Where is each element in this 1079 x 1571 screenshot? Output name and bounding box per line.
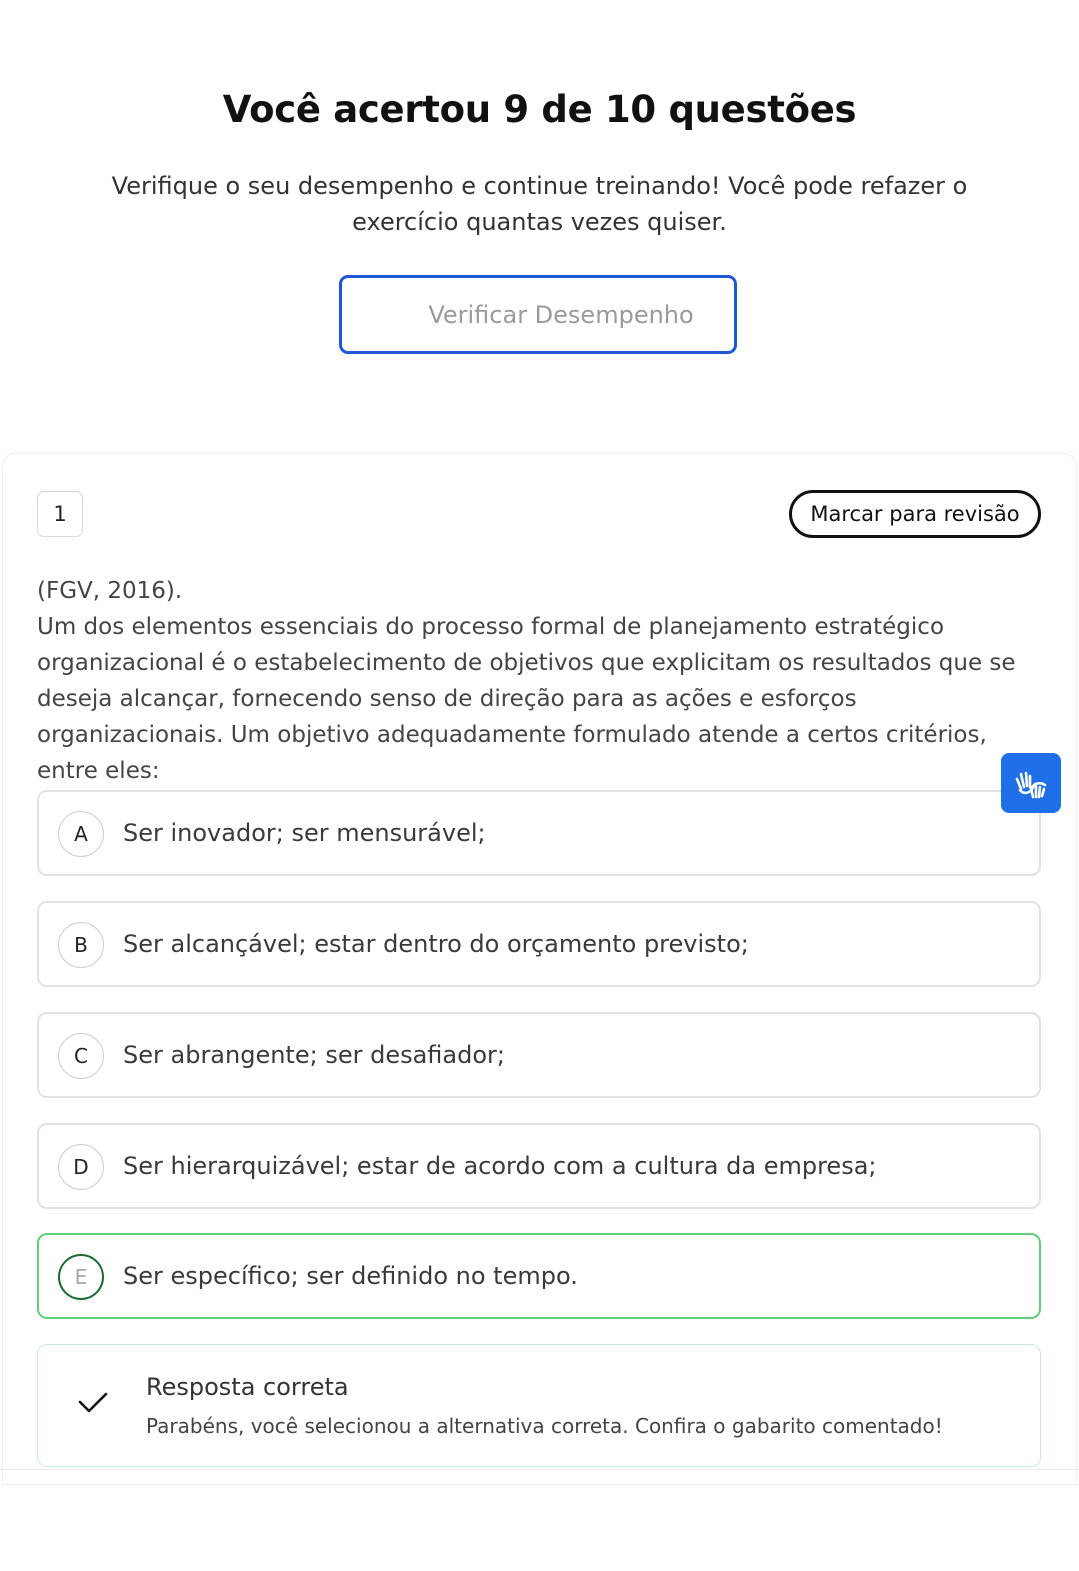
option-a[interactable] [37, 790, 1041, 876]
option-text: Ser inovador; ser mensurável; [123, 819, 486, 847]
libras-accessibility-button[interactable] [1001, 753, 1061, 813]
feedback-title: Resposta correta [146, 1373, 349, 1401]
feedback-description: Parabéns, você selecionou a alternativa correta. Confira o gabarito comentado! [146, 1414, 943, 1438]
option-text: Ser específico; ser definido no tempo. [123, 1262, 578, 1290]
question-statement: Um dos elementos essenciais do processo formal de planejamento estratégico organizacional é o estabelecimento de objetivos que explicitam os resultados que se deseja alcançar, fornecendo senso de direção para as ações e esforços organizacionais. Um objetivo adequadamente formulado atende a certos critérios, entre eles: [37, 614, 1016, 784]
result-title: Você acertou 9 de 10 questões [222, 88, 857, 131]
option-c[interactable] [37, 1012, 1041, 1098]
check-icon [76, 1385, 110, 1419]
sign-language-hands-icon [1011, 763, 1051, 803]
option-letter: A [58, 811, 104, 857]
option-text: Ser alcançável; estar dentro do orçamento previsto; [123, 930, 749, 958]
mark-for-review-button[interactable]: Marcar para revisão [789, 490, 1041, 538]
option-text: Ser hierarquizável; estar de acordo com a cultura da empresa; [123, 1152, 877, 1180]
option-letter: D [58, 1144, 104, 1190]
result-subtitle: Verifique o seu desempenho e continue treinando! Você pode refazer o exercício quantas vezes quiser. [111, 172, 968, 236]
answer-feedback [37, 1344, 1041, 1467]
verify-performance-button[interactable]: Verificar Desempenho [339, 275, 737, 354]
option-e-selected-correct[interactable] [37, 1233, 1041, 1319]
option-letter: E [58, 1254, 104, 1300]
option-d[interactable] [37, 1123, 1041, 1209]
option-text: Ser abrangente; ser desafiador; [123, 1041, 505, 1069]
option-letter: B [58, 922, 104, 968]
question-source: (FGV, 2016). [37, 578, 183, 604]
option-letter: C [58, 1033, 104, 1079]
question-number-badge: 1 [37, 491, 83, 537]
bottom-divider [0, 1469, 1079, 1470]
option-b[interactable] [37, 901, 1041, 987]
question-text [37, 573, 1047, 789]
